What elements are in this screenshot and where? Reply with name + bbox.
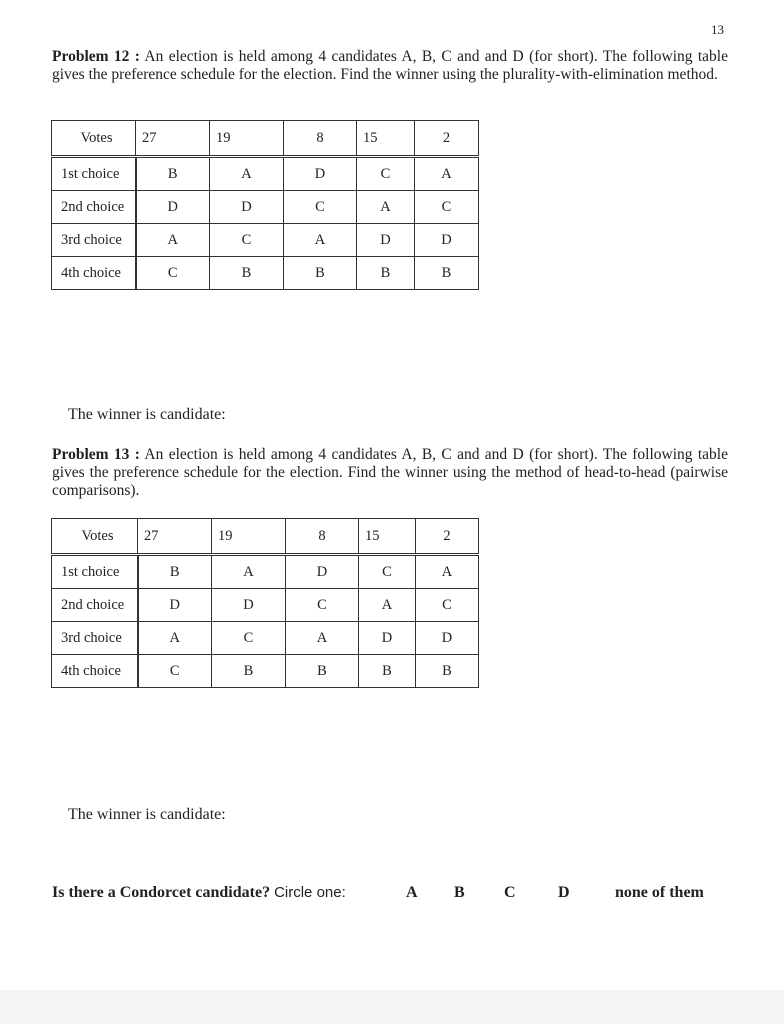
row-label: 3rd choice — [52, 622, 138, 655]
condorcet-question — [52, 884, 704, 902]
problem-12-statement — [52, 48, 728, 84]
table-cell: C — [415, 191, 479, 224]
table-cell: D — [212, 589, 286, 622]
row-label: 4th choice — [52, 655, 138, 688]
table-row — [52, 224, 479, 257]
preference-table-12 — [51, 120, 479, 290]
table-cell: C — [136, 257, 210, 290]
table-cell: B — [138, 555, 212, 589]
row-label: 1st choice — [52, 157, 136, 191]
table-cell: A — [359, 589, 416, 622]
table-cell: C — [286, 589, 359, 622]
row-label: 2nd choice — [52, 589, 138, 622]
table-cell: A — [415, 157, 479, 191]
table-row — [52, 622, 479, 655]
table-cell: C — [284, 191, 357, 224]
table-cell: B — [357, 257, 415, 290]
header-cell: 19 — [210, 121, 284, 157]
header-cell: 19 — [212, 519, 286, 555]
row-label: 1st choice — [52, 555, 138, 589]
table-cell: A — [210, 157, 284, 191]
preference-table-13 — [51, 518, 479, 688]
table-row — [52, 157, 479, 191]
table-cell: B — [359, 655, 416, 688]
table-cell: D — [359, 622, 416, 655]
table-cell: D — [416, 622, 479, 655]
header-cell: 8 — [284, 121, 357, 157]
table-cell: C — [210, 224, 284, 257]
page-bottom-band — [0, 990, 784, 1024]
header-cell: 27 — [138, 519, 212, 555]
table-cell: B — [210, 257, 284, 290]
table-cell: C — [357, 157, 415, 191]
row-label: 3rd choice — [52, 224, 136, 257]
problem-13-text: An election is held among 4 candidates A, B, C and and D (for short). The following table gives the preference schedule for the election. Find the winner using the method of head-to-head (pairwise comparisons). — [52, 446, 728, 499]
table-header-row — [52, 519, 479, 555]
row-label: 2nd choice — [52, 191, 136, 224]
winner-prompt-12: The winner is candidate: — [68, 406, 226, 423]
option-none[interactable]: none of them — [615, 884, 704, 901]
table-cell: D — [138, 589, 212, 622]
table-cell: B — [416, 655, 479, 688]
table-cell: D — [284, 157, 357, 191]
table-cell: C — [416, 589, 479, 622]
table-row — [52, 555, 479, 589]
condorcet-instruction: Circle one: — [274, 884, 346, 901]
page-number: 13 — [711, 22, 724, 37]
table-row — [52, 191, 479, 224]
table-cell: A — [284, 224, 357, 257]
table-cell: C — [212, 622, 286, 655]
table-cell: D — [415, 224, 479, 257]
header-cell: 2 — [416, 519, 479, 555]
table-cell: B — [286, 655, 359, 688]
table-cell: A — [138, 622, 212, 655]
table-cell: D — [357, 224, 415, 257]
table-cell: B — [284, 257, 357, 290]
table-row — [52, 257, 479, 290]
table-cell: B — [136, 157, 210, 191]
header-cell: 15 — [359, 519, 416, 555]
condorcet-question-text: Is there a Condorcet candidate? — [52, 884, 271, 901]
table-cell: D — [286, 555, 359, 589]
option-a[interactable]: A — [406, 884, 418, 901]
table-cell: D — [210, 191, 284, 224]
table-header-row — [52, 121, 479, 157]
table-cell: C — [359, 555, 416, 589]
option-d[interactable]: D — [558, 884, 570, 901]
option-b[interactable]: B — [454, 884, 465, 901]
header-cell: 2 — [415, 121, 479, 157]
problem-13-label: Problem 13 : — [52, 446, 140, 463]
table-row — [52, 589, 479, 622]
problem-13-statement — [52, 446, 728, 500]
header-cell: 27 — [136, 121, 210, 157]
table-cell: A — [357, 191, 415, 224]
table-cell: B — [415, 257, 479, 290]
header-votes: Votes — [52, 121, 136, 157]
table-cell: A — [416, 555, 479, 589]
table-cell: C — [138, 655, 212, 688]
winner-prompt-13: The winner is candidate: — [68, 806, 226, 823]
problem-12-text: An election is held among 4 candidates A, B, C and and D (for short). The following table gives the preference schedule for the election. Find the winner using the plurality-with-elimination method. — [52, 48, 728, 83]
header-cell: 15 — [357, 121, 415, 157]
option-c[interactable]: C — [504, 884, 516, 901]
header-votes: Votes — [52, 519, 138, 555]
table-cell: A — [286, 622, 359, 655]
table-row — [52, 655, 479, 688]
row-label: 4th choice — [52, 257, 136, 290]
table-cell: B — [212, 655, 286, 688]
table-cell: D — [136, 191, 210, 224]
table-cell: A — [136, 224, 210, 257]
problem-12-label: Problem 12 : — [52, 48, 140, 65]
header-cell: 8 — [286, 519, 359, 555]
table-cell: A — [212, 555, 286, 589]
